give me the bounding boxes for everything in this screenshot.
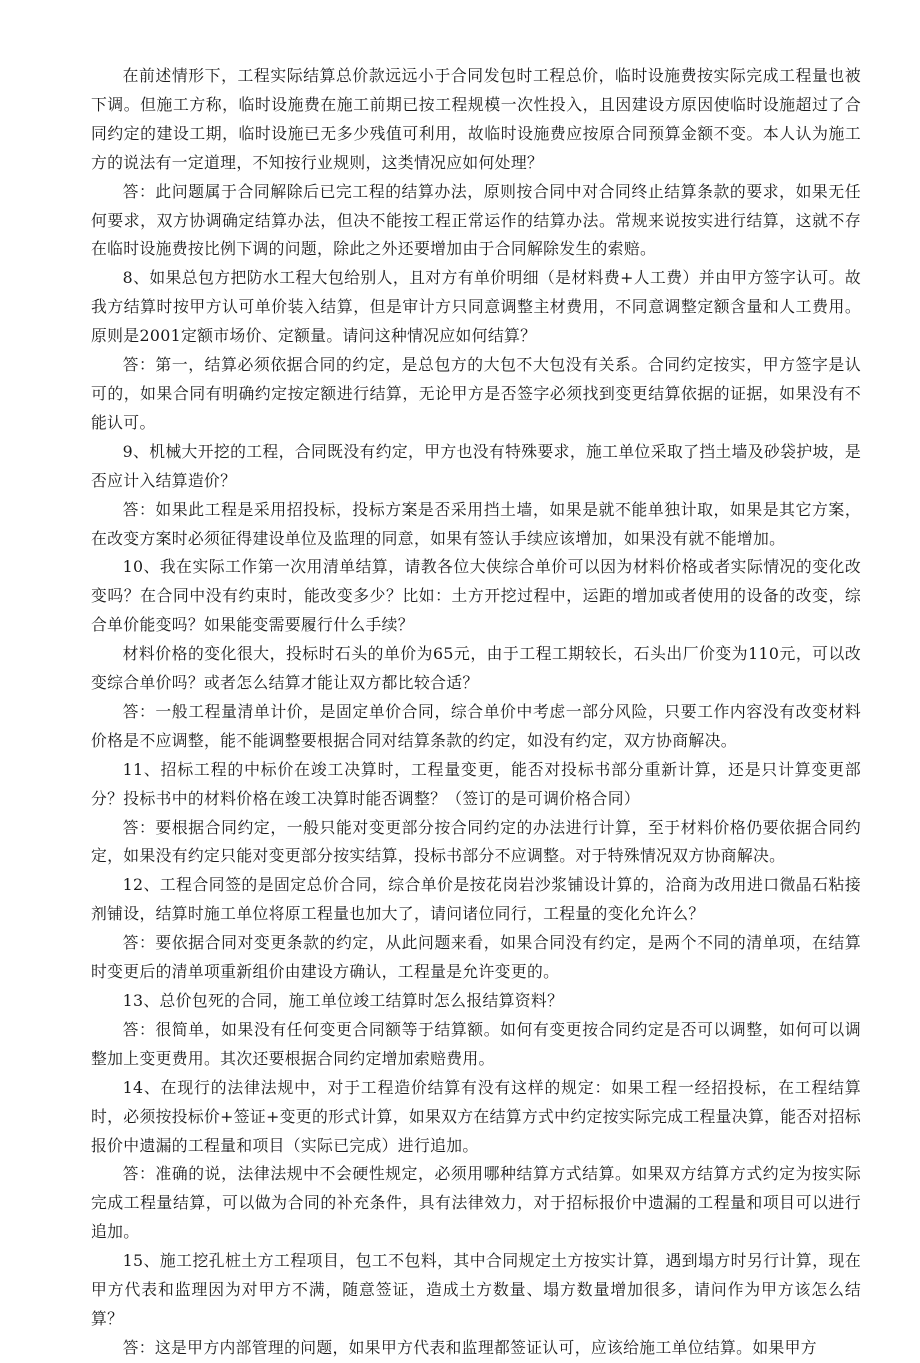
answer-7: 答：此问题属于合同解除后已完工程的结算办法，原则按合同中对合同终止结算条款的要求，如果无任何要求，双方协调确定结算办法，但决不能按工程正常运作的结算办法。常规来说按实进行结算，这就不存在临时设施费按比例下调的问题，除此之外还要增加由于合同解除发生的索赔。 [91,181,861,259]
answer-14: 答：准确的说，法律法规中不会硬性规定，必须用哪种结算方式结算。如果双方结算方式约定为按实际完成工程量结算，可以做为合同的补充条件，具有法律效力，对于招标报价中遗漏的工程量和项目可以进行追加。 [91,1164,861,1242]
answer-8: 答：第一，结算必须依据合同的约定，是总包方的大包不大包没有关系。合同约定按实，甲方签字是认可的，如果合同有明确约定按定额进行结算，无论甲方是否签字必须找到变更结算依据的证据，如果没有不能认可。 [91,355,861,432]
question-11: 11、招标工程的中标价在竣工决算时，工程量变更，能否对投标书部分重新计算，还是只计算变更部分？投标书中的材料价格在竣工决算时能否调整？（签订的是可调价格合同） [91,759,861,808]
question-9: 9、机械大开挖的工程，合同既没有约定，甲方也没有特殊要求，施工单位采取了挡土墙及砂袋护坡，是否应计入结算造价？ [91,441,861,490]
answer-15: 答：这是甲方内部管理的问题，如果甲方代表和监理都签证认可，应该给施工单位结算。如果甲方 [122,1337,817,1357]
question-10: 10、我在实际工作第一次用清单结算，请教各位大侠综合单价可以因为材料价格或者实际情况的变化改变吗？在合同中没有约束时，能改变多少？比如：土方开挖过程中，运距的增加或者使用的设备的改变，综合单价能变吗？如果能变需要履行什么手续？ [91,557,861,635]
question-10-continued: 材料价格的变化很大，投标时石头的单价为65元，由于工程工期较长，石头出厂价变为110元，可以改变综合单价吗？或者怎么结算才能让双方都比较合适？ [91,644,861,693]
answer-12: 答：要依据合同对变更条款的约定，从此问题来看，如果合同没有约定，是两个不同的清单项，在结算时变更后的清单项重新组价由建设方确认，工程量是允许变更的。 [91,933,861,982]
answer-10: 答：一般工程量清单计价，是固定单价合同，综合单价中考虑一部分风险，只要工作内容没有改变材料价格是不应调整，能不能调整要根据合同对结算条款的约定，如没有约定，双方协商解决。 [91,701,861,750]
answer-13: 答：很简单，如果没有任何变更合同额等于结算额。如何有变更按合同约定是否可以调整，如何可以调整加上变更费用。其次还要根据合同约定增加索赔费用。 [91,1019,861,1068]
question-14: 14、在现行的法律法规中，对于工程造价结算有没有这样的规定：如果工程一经招投标，在工程结算时，必须按投标价+签证+变更的形式计算，如果双方在结算方式中约定按实际完成工程量决算，能否对招标报价中遗漏的工程量和项目（实际已完成）进行追加。 [91,1077,861,1155]
answer-11: 答：要根据合同约定，一般只能对变更部分按合同约定的办法进行计算，至于材料价格仍要依据合同约定，如果没有约定只能对变更部分按实结算，投标书部分不应调整。对于特殊情况双方协商解决。 [91,817,861,866]
question-12: 12、工程合同签的是固定总价合同，综合单价是按花岗岩沙浆铺设计算的，洽商为改用进口微晶石粘接剂铺设，结算时施工单位将原工程量也加大了，请问诸位同行，工程量的变化允许么？ [91,875,861,924]
document-page [91,62,861,1363]
paragraph-intro: 在前述情形下，工程实际结算总价款远远小于合同发包时工程总价，临时设施费按实际完成工程量也被下调。但施工方称，临时设施费在施工前期已按工程规模一次性投入，且因建设方原因使临时设施超过了合同约定的建设工期，临时设施已无多少残值可利用，故临时设施费应按原合同预算金额不变。本人认为施工方的说法有一定道理，不知按行业规则，这类情况应如何处理？ [91,66,861,172]
question-13: 13、总价包死的合同，施工单位竣工结算时怎么报结算资料？ [122,991,564,1010]
question-8: 8、如果总包方把防水工程大包给别人，且对方有单价明细（是材料费+人工费）并由甲方签字认可。故我方结算时按甲方认可单价装入结算，但是审计方只同意调整主材费用，不同意调整定额含量和人工费用。原则是2001定额市场价、定额量。请问这种情况应如何结算？ [91,268,861,346]
question-15: 15、施工挖孔桩土方工程项目，包工不包料，其中合同规定土方按实计算，遇到塌方时另行计算，现在甲方代表和监理因为对甲方不满，随意签证，造成土方数量、塌方数量增加很多，请问作为甲方该怎么结算？ [91,1251,861,1328]
answer-9: 答：如果此工程是采用招投标，投标方案是否采用挡土墙，如果是就不能单独计取，如果是其它方案，在改变方案时必须征得建设单位及监理的同意，如果有签认手续应该增加，如果没有就不能增加。 [91,499,861,548]
